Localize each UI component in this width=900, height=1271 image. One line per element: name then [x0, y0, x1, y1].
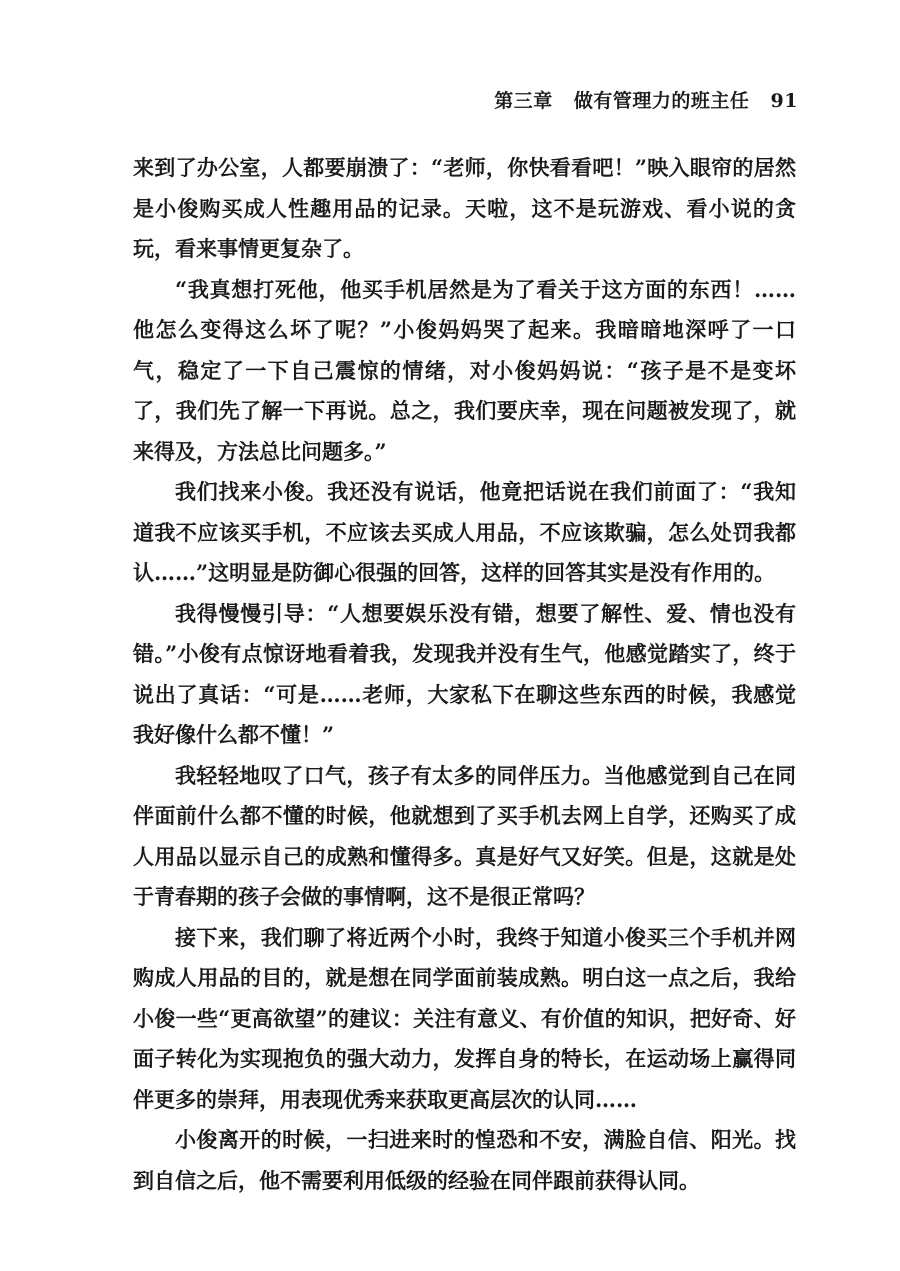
page-number: 91 — [770, 90, 798, 112]
body-text — [133, 148, 796, 1201]
paragraph: 来到了办公室，人都要崩溃了：“老师，你快看看吧！”映入眼帘的居然是小俊购买成人性趣用品的记录。天啦，这不是玩游戏、看小说的贪玩，看来事情更复杂了。 — [133, 155, 796, 261]
paragraph: 我得慢慢引导：“人想要娱乐没有错，想要了解性、爱、情也没有错。”小俊有点惊讶地看着我，发现我并没有生气，他感觉踏实了，终于说出了真话：“可是……老师，大家私下在聊这些东西的时候，我感觉我好像什么都不懂！” — [133, 600, 796, 747]
paragraph: 小俊离开的时候，一扫进来时的惶恐和不安，满脸自信、阳光。找到自信之后，他不需要利用低级的经验在同伴跟前获得认同。 — [133, 1127, 796, 1193]
paragraph: 接下来，我们聊了将近两个小时，我终于知道小俊买三个手机并网购成人用品的目的，就是想在同学面前装成熟。明白这一点之后，我给小俊一些“更高欲望”的建议：关注有意义、有价值的知识，把好奇、好面子转化为实现抱负的强大动力，发挥自身的特长，在运动场上赢得同伴更多的崇拜，用表现优秀来获取更高层次的认同…… — [133, 924, 796, 1112]
paragraph: “我真想打死他，他买手机居然是为了看关于这方面的东西！……他怎么变得这么坏了呢？”小俊妈妈哭了起来。我暗暗地深呼了一口气，稳定了一下自己震惊的情绪，对小俊妈妈说：“孩子是不是变坏了，我们先了解一下再说。总之，我们要庆幸，现在问题被发现了，就来得及，方法总比问题多。” — [133, 276, 796, 464]
paragraph: 我们找来小俊。我还没有说话，他竟把话说在我们前面了：“我知道我不应该买手机，不应该去买成人用品，不应该欺骗，怎么处罚我都认……”这明显是防御心很强的回答，这样的回答其实是没有作用的。 — [133, 479, 796, 585]
chapter-title: 做有管理力的班主任 — [573, 90, 750, 112]
running-header — [494, 86, 798, 113]
chapter-label: 第三章 — [494, 90, 553, 112]
paragraph: 我轻轻地叹了口气，孩子有太多的同伴压力。当他感觉到自己在同伴面前什么都不懂的时候，他就想到了买手机去网上自学，还购买了成人用品以显示自己的成熟和懂得多。真是好气又好笑。但是，这就是处于青春期的孩子会做的事情啊，这不是很正常吗？ — [133, 762, 796, 909]
